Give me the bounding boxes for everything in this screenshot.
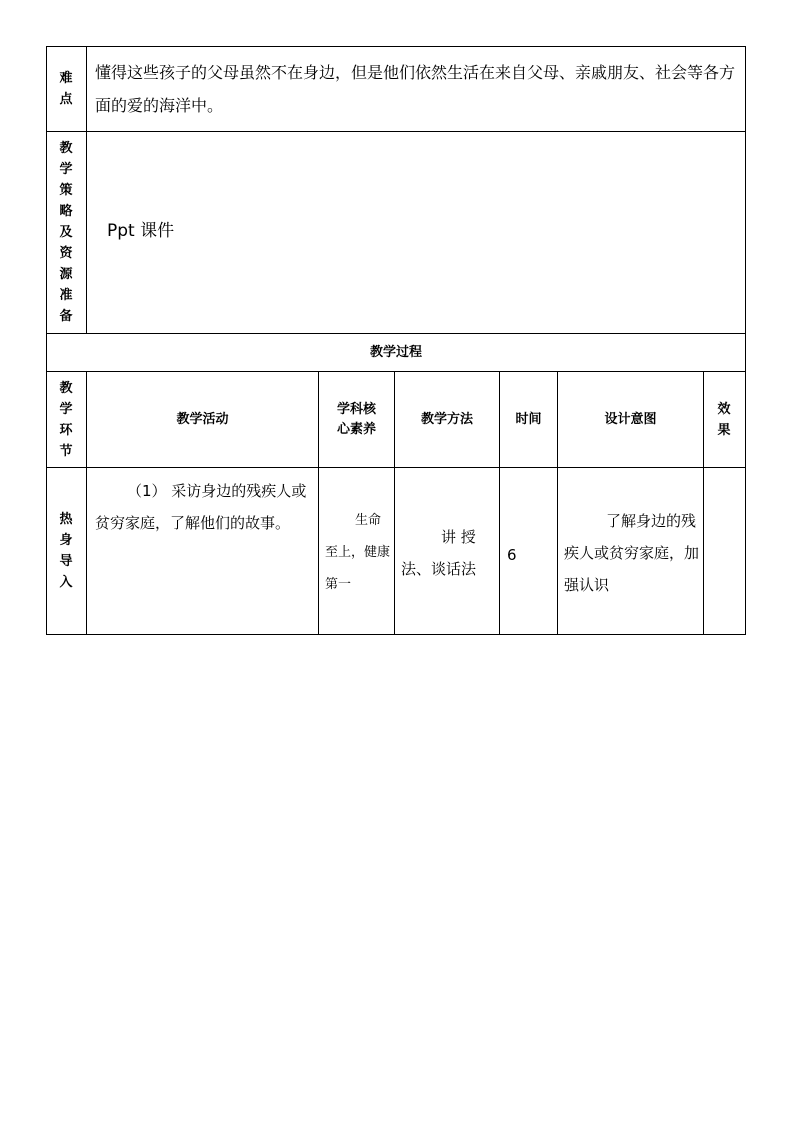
column-header-row [47, 372, 746, 468]
header-intent: 设计意图 [558, 372, 704, 468]
lesson-plan-table [46, 46, 746, 635]
resources-row [47, 132, 746, 334]
header-effect: 效 果 [704, 372, 746, 468]
header-stage: 教 学 环 节 [47, 372, 87, 468]
header-time: 时间 [500, 372, 558, 468]
resources-label: 教 学 策 略 及 资 源 准 备 [47, 132, 87, 334]
process-title-row [47, 334, 746, 372]
process-title: 教学过程 [47, 334, 746, 372]
difficulty-text: 懂得这些孩子的父母虽然不在身边，但是他们依然生活在来自父母、亲戚朋友、社会等各方面的爱的海洋中。 [87, 47, 746, 132]
row-intent: 了解身边的残疾人或贫穷家庭，加强认识 [558, 468, 704, 635]
row-effect [704, 468, 746, 635]
row-stage: 热 身 导 入 [47, 468, 87, 635]
row-activity: （1） 采访身边的残疾人或贫穷家庭，了解他们的故事。 [87, 468, 319, 635]
header-literacy: 学科核 心素养 [319, 372, 395, 468]
difficulty-row [47, 47, 746, 132]
table-row [47, 468, 746, 635]
row-time: 6 [500, 468, 558, 635]
row-method: 讲 授法、谈话法 [395, 468, 500, 635]
header-method: 教学方法 [395, 372, 500, 468]
header-activity: 教学活动 [87, 372, 319, 468]
resources-text: Ppt 课件 [87, 132, 746, 334]
row-literacy: 生命至上，健康第一 [319, 468, 395, 635]
difficulty-label: 难 点 [47, 47, 87, 132]
